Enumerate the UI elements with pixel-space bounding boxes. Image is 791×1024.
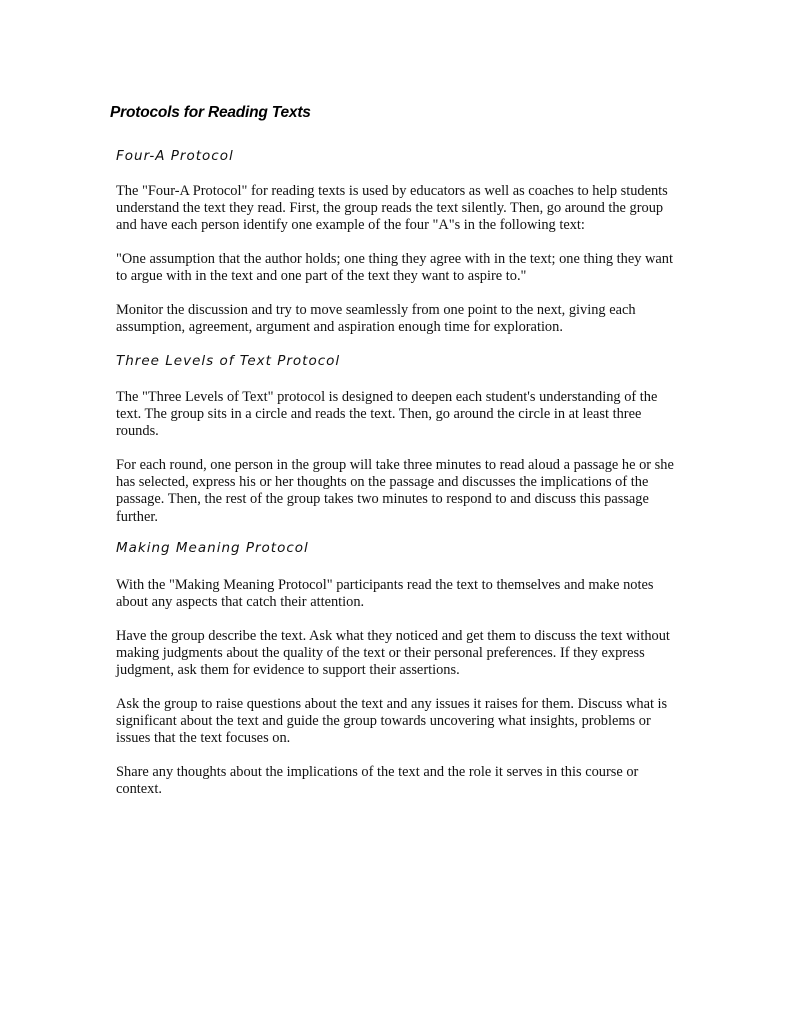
text-line: assumption, agreement, argument and aspiration enough time for exploration.: [116, 319, 563, 336]
text-line: For each round, one person in the group will take three minutes to read aloud a passage he or she: [116, 457, 674, 473]
text-line: The "Three Levels of Text" protocol is designed to deepen each student's understanding of the: [116, 389, 658, 405]
text-line: Share any thoughts about the implications of the text and the role it serves in this course or: [116, 764, 639, 780]
text-line: passage. Then, the rest of the group takes two minutes to respond to and discuss this passage: [116, 491, 649, 508]
text-line: and have each person identify one example of the four "A"s in the following text:: [116, 217, 585, 234]
text-line: has selected, express his or her thoughts on the passage and discusses the implications of the: [116, 474, 649, 491]
text-line: judgment, ask them for evidence to support their assertions.: [116, 662, 460, 679]
text-line: issues that the text focuses on.: [116, 730, 291, 747]
paragraph: [116, 457, 674, 526]
paragraph: [116, 577, 654, 611]
paragraph: [116, 628, 670, 680]
text-line: text. The group sits in a circle and reads the text. Then, go around the circle in at least three: [116, 406, 642, 423]
paragraph: [116, 183, 668, 235]
text-line: making judgments about the quality of the text or their personal preferences. If they express: [116, 645, 645, 662]
section-heading: Four-A Protocol: [116, 148, 234, 164]
document-title: Protocols for Reading Texts: [110, 104, 311, 121]
text-line: Ask the group to raise questions about the text and any issues it raises for them. Discuss what is: [116, 696, 668, 712]
paragraph: [116, 302, 636, 336]
text-line: significant about the text and guide the group towards uncovering what insights, problems or: [116, 713, 651, 730]
text-line: about any aspects that catch their attention.: [116, 594, 365, 611]
paragraph: [116, 251, 673, 285]
text-line: "One assumption that the author holds; one thing they agree with in the text; one thing they want: [116, 251, 674, 267]
paragraph: [116, 389, 657, 441]
text-line: understand the text they read. First, the group reads the text silently. Then, go around the group: [116, 200, 664, 217]
section-heading: Making Meaning Protocol: [116, 540, 309, 556]
text-line: With the "Making Meaning Protocol" participants read the text to themselves and make notes: [116, 577, 654, 593]
text-line: Monitor the discussion and try to move seamlessly from one point to the next, giving each: [116, 302, 636, 318]
text-line: to argue with in the text and one part of the text they want to aspire to.": [116, 268, 527, 285]
text-line: context.: [116, 781, 162, 798]
text-line: The "Four-A Protocol" for reading texts is used by educators as well as coaches to help students: [116, 183, 668, 199]
text-line: rounds.: [116, 423, 159, 440]
text-line: Have the group describe the text. Ask what they noticed and get them to discuss the text without: [116, 628, 670, 644]
text-line: further.: [116, 508, 158, 525]
paragraph: [116, 764, 638, 798]
paragraph: [116, 696, 667, 748]
section-heading: Three Levels of Text Protocol: [116, 353, 341, 369]
